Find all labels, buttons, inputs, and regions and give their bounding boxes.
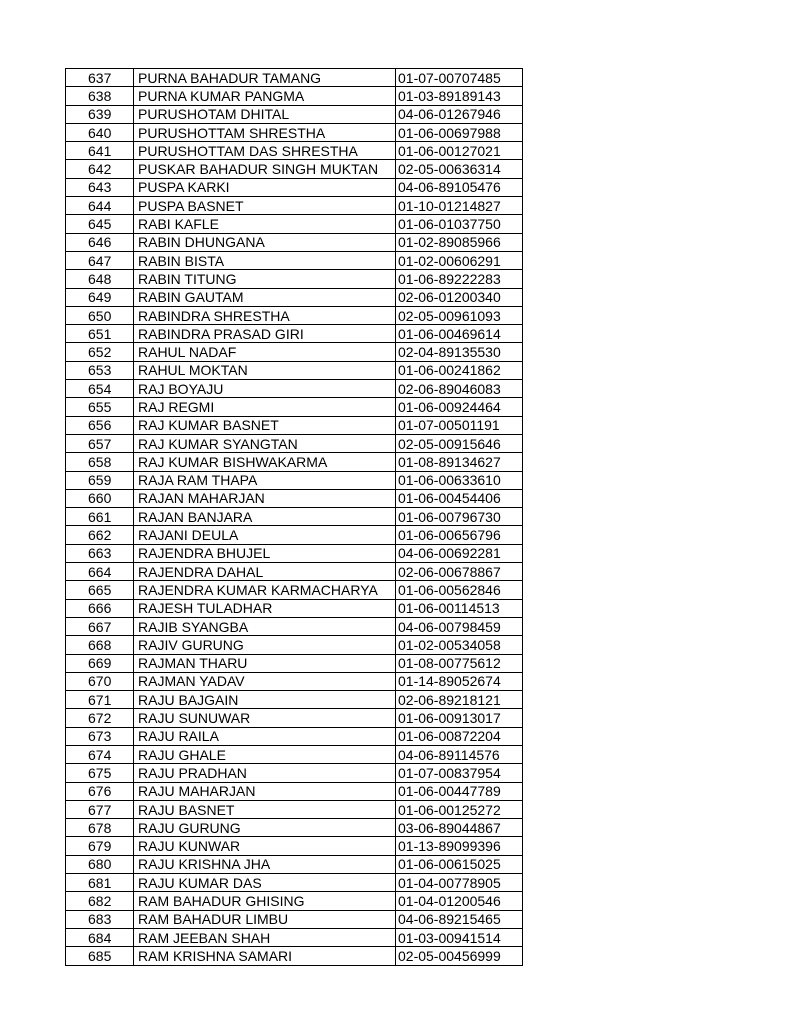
code-cell: 01-06-00114513 (396, 599, 523, 617)
code-cell: 04-06-00798459 (396, 617, 523, 635)
table-row (66, 581, 523, 599)
table-row (66, 672, 523, 690)
code-cell: 01-03-89189143 (396, 87, 523, 105)
table-row (66, 471, 523, 489)
serial-number-cell: 685 (66, 947, 134, 965)
name-cell: RAJU BAJGAIN (134, 691, 396, 709)
name-cell: RAJIB SYANGBA (134, 617, 396, 635)
name-cell: PURUSHOTTAM SHRESTHA (134, 123, 396, 141)
table-row (66, 636, 523, 654)
serial-number-cell: 658 (66, 453, 134, 471)
name-cell: RABINDRA PRASAD GIRI (134, 325, 396, 343)
name-cell: RAJU MAHARJAN (134, 782, 396, 800)
roster-table (65, 68, 523, 966)
code-cell: 01-06-00697988 (396, 123, 523, 141)
code-cell: 02-06-01200340 (396, 288, 523, 306)
table-row (66, 727, 523, 745)
serial-number-cell: 684 (66, 928, 134, 946)
serial-number-cell: 678 (66, 819, 134, 837)
name-cell: RAJU GHALE (134, 745, 396, 763)
serial-number-cell: 673 (66, 727, 134, 745)
name-cell: RAJMAN THARU (134, 654, 396, 672)
name-cell: RAJMAN YADAV (134, 672, 396, 690)
code-cell: 01-06-00241862 (396, 361, 523, 379)
table-row (66, 800, 523, 818)
table-row (66, 453, 523, 471)
serial-number-cell: 681 (66, 874, 134, 892)
code-cell: 01-08-89134627 (396, 453, 523, 471)
serial-number-cell: 656 (66, 416, 134, 434)
name-cell: PURUSHOTTAM DAS SHRESTHA (134, 142, 396, 160)
serial-number-cell: 671 (66, 691, 134, 709)
serial-number-cell: 680 (66, 855, 134, 873)
code-cell: 01-06-00125272 (396, 800, 523, 818)
name-cell: RAJU BASNET (134, 800, 396, 818)
name-cell: RAJENDRA KUMAR KARMACHARYA (134, 581, 396, 599)
serial-number-cell: 651 (66, 325, 134, 343)
serial-number-cell: 679 (66, 837, 134, 855)
code-cell: 01-07-00707485 (396, 69, 523, 87)
table-row (66, 142, 523, 160)
serial-number-cell: 662 (66, 526, 134, 544)
table-row (66, 910, 523, 928)
table-row (66, 928, 523, 946)
table-row (66, 123, 523, 141)
serial-number-cell: 653 (66, 361, 134, 379)
name-cell: RAJU PRADHAN (134, 764, 396, 782)
serial-number-cell: 652 (66, 343, 134, 361)
code-cell: 04-06-89105476 (396, 178, 523, 196)
serial-number-cell: 637 (66, 69, 134, 87)
name-cell: PUSPA KARKI (134, 178, 396, 196)
table-row (66, 654, 523, 672)
code-cell: 01-02-00534058 (396, 636, 523, 654)
code-cell: 01-06-00454406 (396, 489, 523, 507)
table-row (66, 782, 523, 800)
code-cell: 03-06-89044867 (396, 819, 523, 837)
code-cell: 04-06-89114576 (396, 745, 523, 763)
code-cell: 04-06-00692281 (396, 544, 523, 562)
name-cell: RABI KAFLE (134, 215, 396, 233)
table-row (66, 837, 523, 855)
serial-number-cell: 650 (66, 306, 134, 324)
name-cell: RAM JEEBAN SHAH (134, 928, 396, 946)
code-cell: 01-03-00941514 (396, 928, 523, 946)
name-cell: RABIN DHUNGANA (134, 233, 396, 251)
table-row (66, 434, 523, 452)
code-cell: 04-06-01267946 (396, 105, 523, 123)
code-cell: 02-06-89046083 (396, 380, 523, 398)
serial-number-cell: 682 (66, 892, 134, 910)
table-row (66, 819, 523, 837)
table-row (66, 508, 523, 526)
name-cell: RABIN TITUNG (134, 270, 396, 288)
table-row (66, 617, 523, 635)
serial-number-cell: 666 (66, 599, 134, 617)
serial-number-cell: 657 (66, 434, 134, 452)
serial-number-cell: 642 (66, 160, 134, 178)
table-row (66, 380, 523, 398)
serial-number-cell: 664 (66, 563, 134, 581)
table-row (66, 270, 523, 288)
name-cell: RAJU KUMAR DAS (134, 874, 396, 892)
name-cell: RAJAN MAHARJAN (134, 489, 396, 507)
table-row (66, 709, 523, 727)
serial-number-cell: 672 (66, 709, 134, 727)
code-cell: 02-04-89135530 (396, 343, 523, 361)
name-cell: PUSKAR BAHADUR SINGH MUKTAN (134, 160, 396, 178)
name-cell: RAJ KUMAR BASNET (134, 416, 396, 434)
code-cell: 01-07-00501191 (396, 416, 523, 434)
table-row (66, 764, 523, 782)
table-row (66, 947, 523, 965)
name-cell: RABIN BISTA (134, 251, 396, 269)
serial-number-cell: 676 (66, 782, 134, 800)
table-row (66, 215, 523, 233)
serial-number-cell: 675 (66, 764, 134, 782)
table-row (66, 526, 523, 544)
serial-number-cell: 647 (66, 251, 134, 269)
code-cell: 01-06-00469614 (396, 325, 523, 343)
code-cell: 01-02-00606291 (396, 251, 523, 269)
name-cell: RAJENDRA DAHAL (134, 563, 396, 581)
table-row (66, 233, 523, 251)
code-cell: 01-14-89052674 (396, 672, 523, 690)
code-cell: 02-06-00678867 (396, 563, 523, 581)
table-row (66, 599, 523, 617)
name-cell: PURNA BAHADUR TAMANG (134, 69, 396, 87)
code-cell: 01-06-89222283 (396, 270, 523, 288)
code-cell: 01-06-00913017 (396, 709, 523, 727)
code-cell: 02-06-89218121 (396, 691, 523, 709)
table-row (66, 361, 523, 379)
name-cell: RAJENDRA BHUJEL (134, 544, 396, 562)
code-cell: 01-10-01214827 (396, 197, 523, 215)
table-row (66, 544, 523, 562)
name-cell: RAJIV GURUNG (134, 636, 396, 654)
serial-number-cell: 641 (66, 142, 134, 160)
code-cell: 04-06-89215465 (396, 910, 523, 928)
table-row (66, 416, 523, 434)
name-cell: RAJANI DEULA (134, 526, 396, 544)
table-row (66, 874, 523, 892)
code-cell: 01-04-01200546 (396, 892, 523, 910)
serial-number-cell: 670 (66, 672, 134, 690)
name-cell: RAJU GURUNG (134, 819, 396, 837)
name-cell: RAJA RAM THAPA (134, 471, 396, 489)
code-cell: 01-06-00562846 (396, 581, 523, 599)
table-row (66, 325, 523, 343)
table-row (66, 87, 523, 105)
name-cell: PURUSHOTAM DHITAL (134, 105, 396, 123)
name-cell: RAHUL NADAF (134, 343, 396, 361)
name-cell: RAM BAHADUR GHISING (134, 892, 396, 910)
roster-table-body (66, 69, 523, 966)
name-cell: RABINDRA SHRESTHA (134, 306, 396, 324)
serial-number-cell: 665 (66, 581, 134, 599)
table-row (66, 105, 523, 123)
table-row (66, 306, 523, 324)
table-row (66, 691, 523, 709)
code-cell: 01-06-00615025 (396, 855, 523, 873)
serial-number-cell: 649 (66, 288, 134, 306)
code-cell: 01-06-01037750 (396, 215, 523, 233)
serial-number-cell: 667 (66, 617, 134, 635)
table-row (66, 489, 523, 507)
serial-number-cell: 683 (66, 910, 134, 928)
serial-number-cell: 663 (66, 544, 134, 562)
serial-number-cell: 654 (66, 380, 134, 398)
name-cell: PURNA KUMAR PANGMA (134, 87, 396, 105)
table-row (66, 160, 523, 178)
table-row (66, 69, 523, 87)
code-cell: 01-08-00775612 (396, 654, 523, 672)
code-cell: 01-13-89099396 (396, 837, 523, 855)
table-row (66, 197, 523, 215)
name-cell: RAM KRISHNA SAMARI (134, 947, 396, 965)
table-row (66, 892, 523, 910)
serial-number-cell: 638 (66, 87, 134, 105)
serial-number-cell: 674 (66, 745, 134, 763)
name-cell: RAJU KRISHNA JHA (134, 855, 396, 873)
name-cell: RAJ KUMAR BISHWAKARMA (134, 453, 396, 471)
code-cell: 02-05-00636314 (396, 160, 523, 178)
name-cell: RAM BAHADUR LIMBU (134, 910, 396, 928)
table-row (66, 855, 523, 873)
code-cell: 02-05-00456999 (396, 947, 523, 965)
code-cell: 01-06-00447789 (396, 782, 523, 800)
code-cell: 01-07-00837954 (396, 764, 523, 782)
table-row (66, 288, 523, 306)
name-cell: RAJ REGMI (134, 398, 396, 416)
serial-number-cell: 659 (66, 471, 134, 489)
name-cell: PUSPA BASNET (134, 197, 396, 215)
code-cell: 01-06-00656796 (396, 526, 523, 544)
name-cell: RAJU SUNUWAR (134, 709, 396, 727)
code-cell: 01-02-89085966 (396, 233, 523, 251)
name-cell: RAJAN BANJARA (134, 508, 396, 526)
name-cell: RAJU KUNWAR (134, 837, 396, 855)
serial-number-cell: 669 (66, 654, 134, 672)
serial-number-cell: 677 (66, 800, 134, 818)
serial-number-cell: 639 (66, 105, 134, 123)
serial-number-cell: 648 (66, 270, 134, 288)
serial-number-cell: 655 (66, 398, 134, 416)
code-cell: 01-06-00924464 (396, 398, 523, 416)
code-cell: 01-06-00633610 (396, 471, 523, 489)
name-cell: RABIN GAUTAM (134, 288, 396, 306)
name-cell: RAHUL MOKTAN (134, 361, 396, 379)
code-cell: 02-05-00961093 (396, 306, 523, 324)
code-cell: 01-06-00872204 (396, 727, 523, 745)
serial-number-cell: 660 (66, 489, 134, 507)
table-row (66, 398, 523, 416)
name-cell: RAJU RAILA (134, 727, 396, 745)
serial-number-cell: 640 (66, 123, 134, 141)
serial-number-cell: 668 (66, 636, 134, 654)
name-cell: RAJ BOYAJU (134, 380, 396, 398)
code-cell: 02-05-00915646 (396, 434, 523, 452)
name-cell: RAJESH TULADHAR (134, 599, 396, 617)
table-row (66, 343, 523, 361)
name-cell: RAJ KUMAR SYANGTAN (134, 434, 396, 452)
table-row (66, 745, 523, 763)
serial-number-cell: 645 (66, 215, 134, 233)
code-cell: 01-06-00796730 (396, 508, 523, 526)
serial-number-cell: 646 (66, 233, 134, 251)
table-row (66, 178, 523, 196)
serial-number-cell: 644 (66, 197, 134, 215)
code-cell: 01-04-00778905 (396, 874, 523, 892)
serial-number-cell: 661 (66, 508, 134, 526)
code-cell: 01-06-00127021 (396, 142, 523, 160)
table-row (66, 251, 523, 269)
serial-number-cell: 643 (66, 178, 134, 196)
table-row (66, 563, 523, 581)
